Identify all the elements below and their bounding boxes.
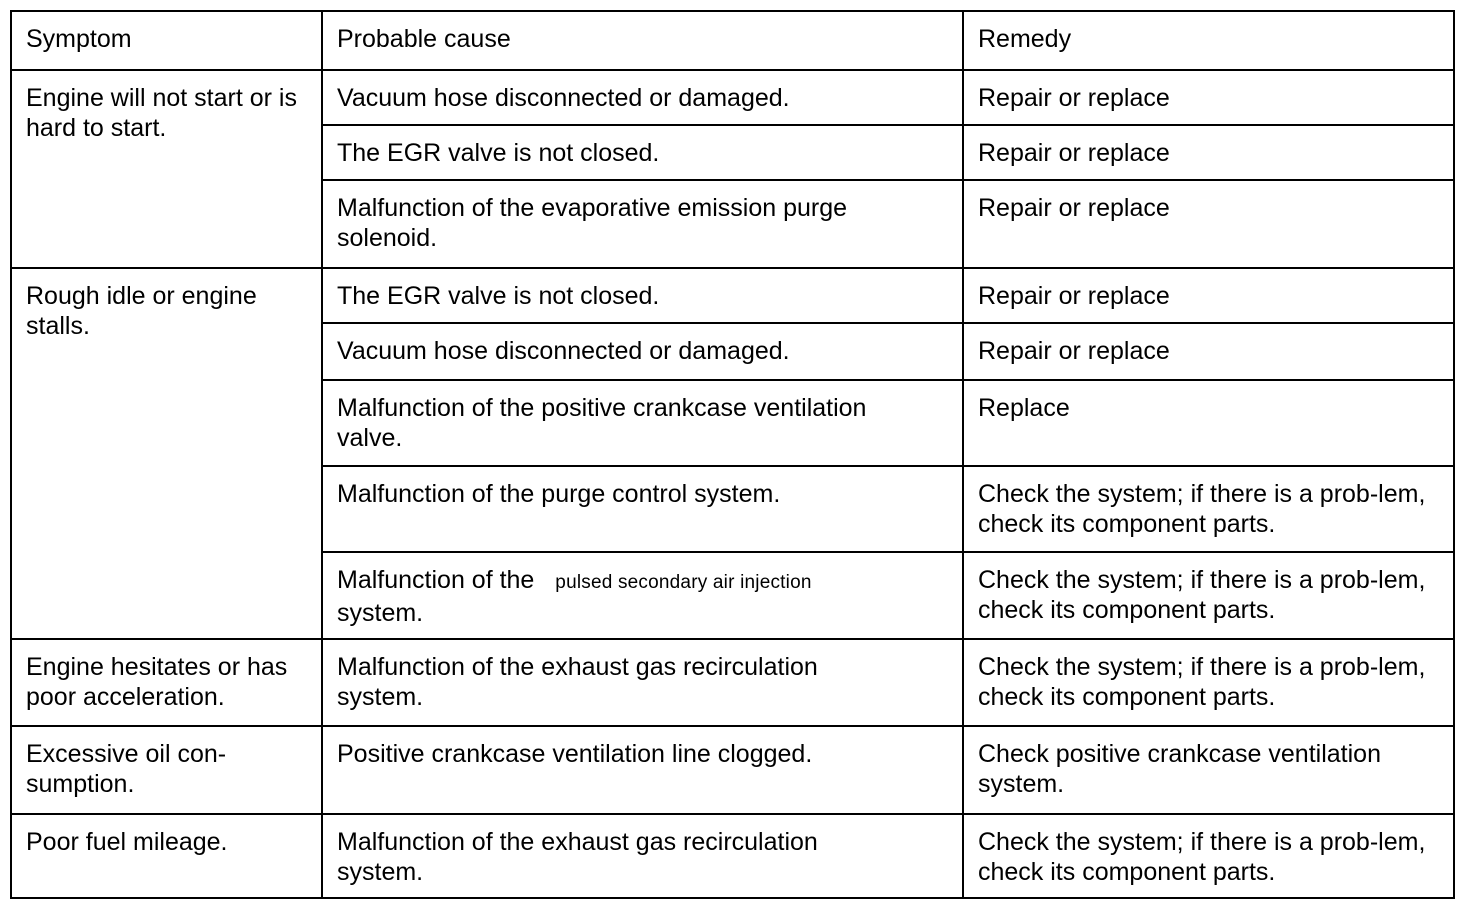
cause-inserted-text: pulsed secondary air injection [555, 572, 812, 593]
cause-text: Malfunction of the [337, 566, 535, 594]
cause-cell: The EGR valve is not closed. [337, 282, 660, 310]
remedy-cell: Check the system; if there is a prob-lem, check its component parts. [978, 828, 1426, 886]
remedy-cell: Repair or replace [978, 337, 1170, 365]
header-remedy: Remedy [978, 25, 1072, 53]
symptom-cell: Poor fuel mileage. [26, 828, 228, 856]
cause-cell [323, 553, 962, 628]
cause-cell: Malfunction of the purge control system. [337, 480, 781, 508]
symptom-cell: Excessive oil con-sumption. [26, 740, 227, 798]
remedy-cell: Replace [978, 394, 1070, 422]
remedy-cell: Repair or replace [978, 194, 1170, 222]
symptom-cell: Engine will not start or is hard to start. [26, 84, 297, 142]
cause-cell: Malfunction of the exhaust gas recirculation system. [337, 653, 818, 711]
remedy-cell: Repair or replace [978, 139, 1170, 167]
cause-text: system. [337, 599, 424, 627]
remedy-cell: Repair or replace [978, 282, 1170, 310]
cause-cell: Malfunction of the evaporative emission purge solenoid. [337, 194, 848, 252]
remedy-cell: Check the system; if there is a prob-lem, check its component parts. [978, 480, 1426, 538]
troubleshooting-table [10, 10, 1455, 899]
cause-cell: Malfunction of the positive crankcase ventilation valve. [337, 394, 867, 452]
symptom-cell: Rough idle or engine stalls. [26, 282, 257, 340]
remedy-cell: Check positive crankcase ventilation system. [978, 740, 1381, 798]
remedy-cell: Check the system; if there is a prob-lem, check its component parts. [978, 653, 1426, 711]
cause-cell: Malfunction of the exhaust gas recirculation system. [337, 828, 818, 886]
cause-cell: Vacuum hose disconnected or damaged. [337, 84, 790, 112]
cause-cell: Vacuum hose disconnected or damaged. [337, 337, 790, 365]
header-probable-cause: Probable cause [337, 25, 511, 53]
header-symptom: Symptom [26, 25, 132, 53]
remedy-cell: Repair or replace [978, 84, 1170, 112]
remedy-cell: Check the system; if there is a prob-lem, check its component parts. [978, 566, 1426, 624]
cause-cell: The EGR valve is not closed. [337, 139, 660, 167]
cause-cell: Positive crankcase ventilation line clogged. [337, 740, 813, 768]
symptom-cell: Engine hesitates or has poor acceleration. [26, 653, 288, 711]
